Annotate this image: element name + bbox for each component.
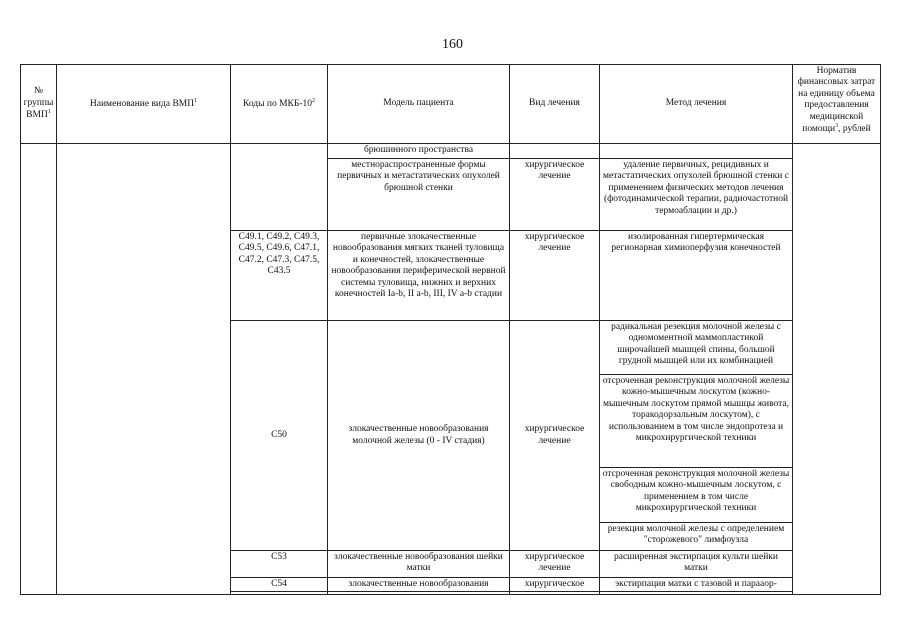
- header-treatment-type: Вид лечения: [510, 65, 600, 144]
- header-treatment-method: Метод лечения: [600, 65, 793, 144]
- cell-treatment: хирургическое: [510, 578, 600, 592]
- cell-model: первичные злокачественные новообразования мягких тканей туловища и конечностей, злокачественные новообразования периферической нервной системы туловища, нижних и верхних конечностей Ia-b, II a-b, III, IV a-b стадии: [328, 231, 510, 321]
- cell-model-empty: [328, 592, 510, 595]
- cell-group-number-empty: [21, 144, 57, 595]
- cell-treatment: хирургическое лечение: [510, 159, 600, 231]
- cell-method-empty: [600, 144, 793, 159]
- cell-norm-empty: [793, 144, 881, 595]
- cell-vmp-name-empty: [57, 144, 231, 595]
- cell-method: отсроченная реконструкция молочной железы свободным кожно-мышечным лоскутом, с применением в том числе микрохирургической техники: [600, 468, 793, 523]
- cell-method: изолированная гипертермическая регионарная химиоперфузия конечностей: [600, 231, 793, 321]
- header-vmp-name: Наименование вида ВМП$^1$: [57, 65, 231, 144]
- cell-method: отсроченная реконструкция молочной железы кожно-мышечным лоскутом (кожно-мышечным лоскутом прямой мышцы живота, торакодорзальным лоскутом), с использованием в том числе эндопротеза и микрохирургической техники: [600, 375, 793, 468]
- cell-model: местнораспространенные формы первичных и метастатических опухолей брюшной стенки: [328, 159, 510, 231]
- table-row: [21, 144, 881, 159]
- header-patient-model: Модель пациента: [328, 65, 510, 144]
- cell-treatment: хирургическое лечение: [510, 321, 600, 551]
- cell-method: расширенная экстирпация культи шейки матки: [600, 551, 793, 578]
- cell-method-empty: [600, 592, 793, 595]
- cell-codes: C54: [231, 578, 328, 592]
- cell-treatment: хирургическое лечение: [510, 551, 600, 578]
- cell-model: злокачественные новообразования молочной железы (0 - IV стадия): [328, 321, 510, 551]
- cell-method: экстирпация матки с тазовой и парааор-: [600, 578, 793, 592]
- cell-codes-empty: [231, 592, 328, 595]
- cell-method: удаление первичных, рецидивных и метастатических опухолей брюшной стенки с применением физических методов лечения (фотодинамической терапии, радиочастотной термоаблации и др.): [600, 159, 793, 231]
- header-icd-codes: Коды по МКБ-$10^2$: [231, 65, 328, 144]
- cell-codes: C50: [231, 321, 328, 551]
- cell-codes: C49.1, C49.2, C49.3, C49.5, C49.6, C47.1, C47.2, C47.3, C47.5, C43.5: [231, 231, 328, 321]
- page-number: 160: [442, 37, 463, 52]
- cell-method: радикальная резекция молочной железы с одномоментной маммопластикой широчайшей мышцей спины, большой грудной мышцей или их комбинацией: [600, 321, 793, 375]
- cell-model: злокачественные новообразования шейки матки: [328, 551, 510, 578]
- header-group-number: № группы ВМП$^1$: [21, 65, 57, 144]
- cell-model: злокачественные новообразования: [328, 578, 510, 592]
- cell-codes: C53: [231, 551, 328, 578]
- cell-model: брюшинного пространства: [328, 144, 510, 159]
- cell-codes-empty: [231, 144, 328, 231]
- cell-treatment-empty: [510, 592, 600, 595]
- cell-method: резекция молочной железы с определением "сторожевого" лимфоузла: [600, 523, 793, 551]
- cell-treatment-empty: [510, 144, 600, 159]
- cell-treatment: хирургическое лечение: [510, 231, 600, 321]
- vmp-table: [20, 64, 881, 595]
- table-header-row: [21, 65, 881, 144]
- header-financial-norm: Норматив финансовых затрат на единицу объема предоставления медицинской помощи$^3$, рублей: [793, 65, 881, 144]
